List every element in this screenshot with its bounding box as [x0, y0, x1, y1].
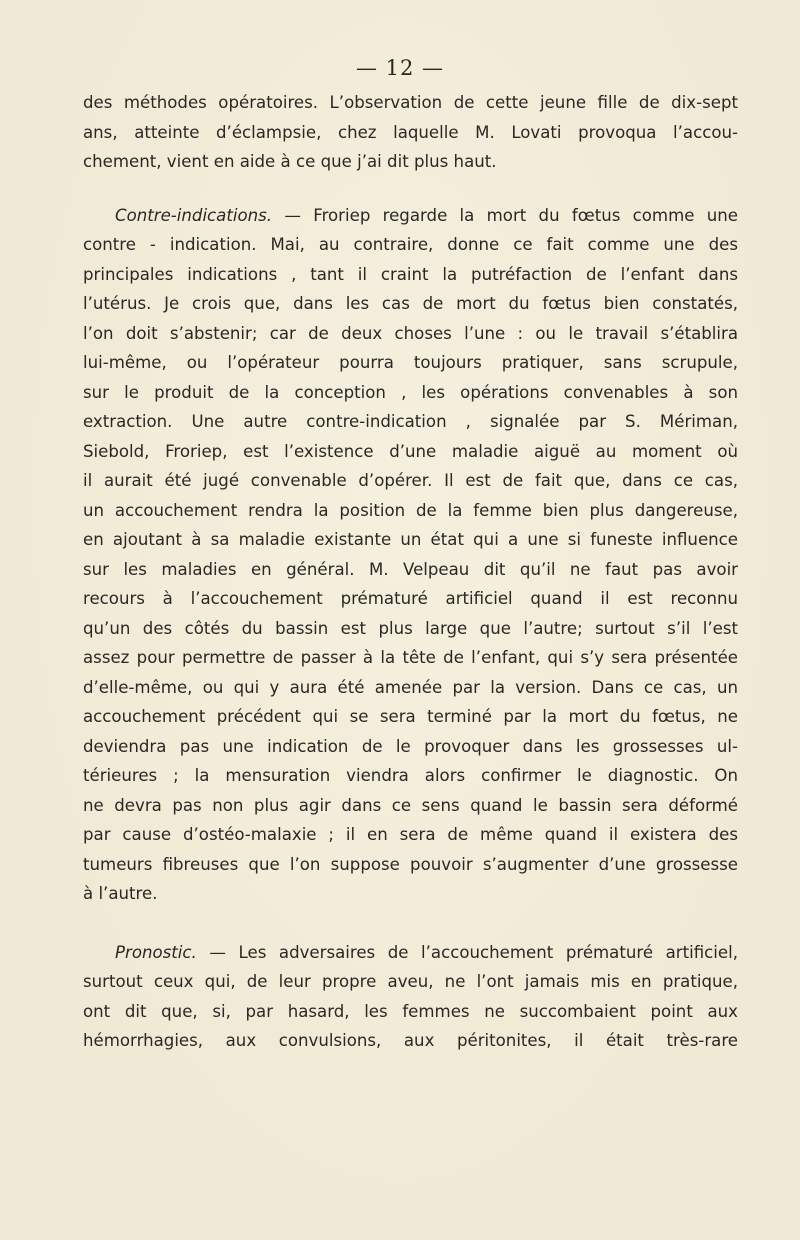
text-line: Siebold, Froriep, est l’existence d’une maladie aiguë au moment où [83, 441, 738, 461]
text-line: contre - indication. Mai, au contraire, donne ce fait comme une des [83, 235, 738, 254]
text-line: ans, atteinte d’éclampsie, chez laquelle M. Lovati provoqua l’accou- [83, 122, 738, 142]
section-heading-pronostic: Pronostic. [115, 942, 197, 962]
text-line: ne devra pas non plus agir dans ce sens quand le bassin sera déformé [83, 795, 738, 815]
paragraph-intro [83, 88, 738, 177]
text-line: l’on doit s’abstenir; car de deux choses l’une : ou le travail s’établira [83, 323, 738, 343]
text-line: accouchement précédent qui se sera terminé par la mort du fœtus, ne [83, 707, 738, 726]
text-fragment: — Froriep regarde la mort du fœtus comme une [272, 205, 738, 225]
text-line [83, 938, 738, 968]
text-line: en ajoutant à sa maladie existante un état qui a une si funeste influence [83, 530, 738, 549]
text-line: deviendra pas une indication de le provoquer dans les grossesses ul- [83, 736, 738, 756]
text-line [83, 201, 738, 231]
page-number: — 12 — [355, 56, 445, 80]
text-line: extraction. Une autre contre-indication , signalée par S. Mériman, [83, 412, 738, 431]
text-line: lui-même, ou l’opérateur pourra toujours pratiquer, sans scrupule, [83, 353, 738, 372]
text-line: tumeurs fibreuses que l’on suppose pouvoir s’augmenter d’une grossesse [83, 854, 738, 874]
text-line: des méthodes opératoires. L’observation de cette jeune fille de dix-sept [83, 93, 738, 112]
text-line: sur le produit de la conception , les opérations convenables à son [83, 382, 738, 402]
text-line: à l’autre. [83, 884, 158, 903]
text-line: un accouchement rendra la position de la femme bien plus dangereuse, [83, 500, 738, 520]
paragraph-pronostic [83, 938, 738, 1056]
body-text [83, 88, 738, 1056]
text-line: qu’un des côtés du bassin est plus large que l’autre; surtout s’il l’est [83, 618, 738, 638]
text-line: hémorrhagies, aux convulsions, aux péritonites, il était très-rare [83, 1031, 738, 1050]
text-line: sur les maladies en général. M. Velpeau dit qu’il ne faut pas avoir [83, 559, 738, 579]
text-line: ont dit que, si, par hasard, les femmes ne succombaient point aux [83, 1001, 738, 1021]
text-line: surtout ceux qui, de leur propre aveu, ne l’ont jamais mis en pratique, [83, 972, 738, 991]
text-line: d’elle-même, ou qui y aura été amenée par la version. Dans ce cas, un [83, 677, 738, 697]
text-line: l’utérus. Je crois que, dans les cas de mort du fœtus bien constatés, [83, 294, 738, 313]
text-line: il aurait été jugé convenable d’opérer. Il est de fait que, dans ce cas, [83, 471, 738, 490]
text-fragment: — Les adversaires de l’accouchement prématuré artificiel, [196, 942, 738, 962]
paragraph-contre-indications [83, 201, 738, 909]
text-line: chement, vient en aide à ce que j’ai dit plus haut. [83, 152, 497, 171]
text-line: principales indications , tant il craint la putréfaction de l’enfant dans [83, 264, 738, 284]
section-heading-contre-indications: Contre-indications. [115, 205, 273, 225]
text-line: recours à l’accouchement prématuré artificiel quand il est reconnu [83, 589, 738, 608]
text-line: assez pour permettre de passer à la tête de l’enfant, qui s’y sera présentée [83, 648, 738, 667]
text-line: par cause d’ostéo-malaxie ; il en sera de même quand il existera des [83, 825, 738, 844]
text-line: térieures ; la mensuration viendra alors confirmer le diagnostic. On [83, 766, 738, 785]
